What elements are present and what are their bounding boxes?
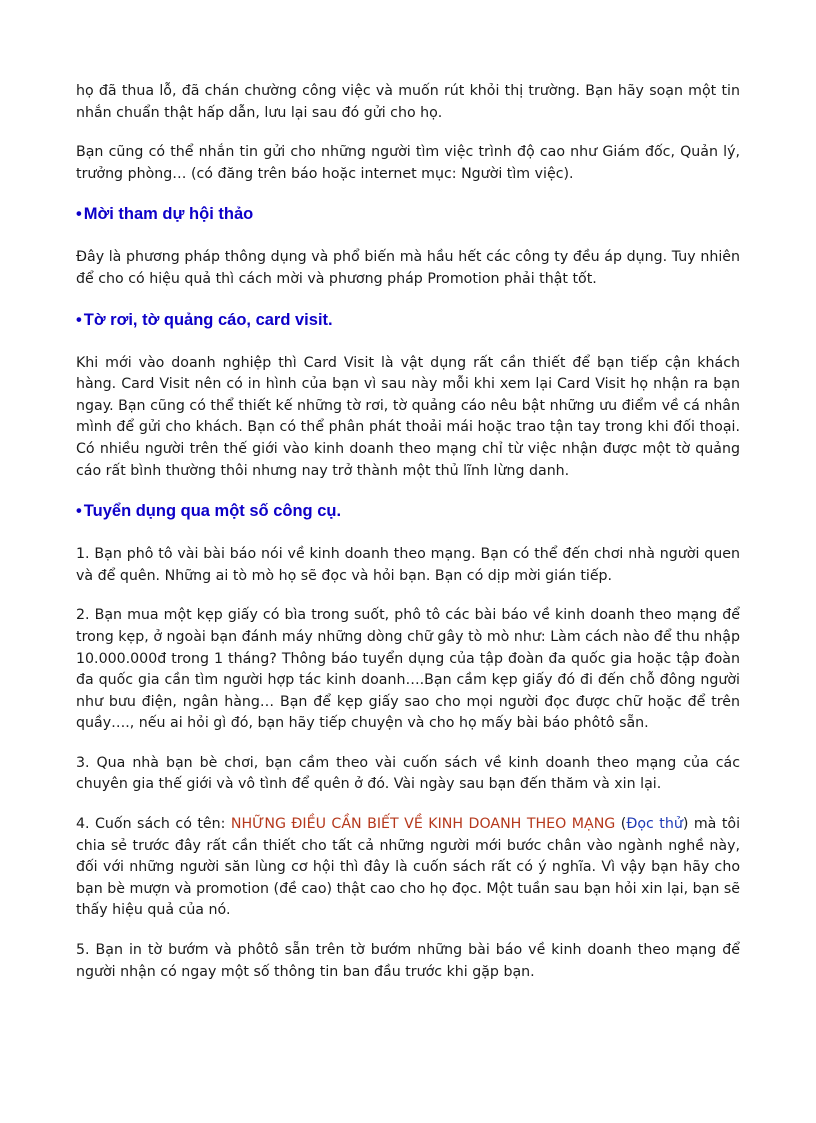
paragraph-intro-2: Bạn cũng có thể nhắn tin gửi cho những người tìm việc trình độ cao như Giám đốc, Quản lý, trưởng phòng… (có đăng trên báo hoặc internet mục: Người tìm việc).	[76, 144, 740, 182]
list-item-3: 3. Qua nhà bạn bè chơi, bạn cầm theo vài cuốn sách về kinh doanh theo mạng của các chuyên gia thế giới và vô tình để quên ở đó. Vài ngày sau bạn đến thăm và xin lại.	[76, 754, 740, 793]
section-heading-seminar	[76, 203, 740, 225]
paragraph-intro-1: họ đã thua lỗ, đã chán chường công việc và muốn rút khỏi thị trường. Bạn hãy soạn một tin nhắn chuẩn thật hấp dẫn, lưu lại sau đó gửi cho họ.	[76, 83, 740, 121]
paragraph-flyers: Khi mới vào doanh nghiệp thì Card Visit là vật dụng rất cần thiết để bạn tiếp cận khách hàng. Card Visit nên có in hình của bạn vì sau này mỗi khi xem lại Card Visit họ nhận ra bạn ngay. Bạn cũng có thể thiết kế những tờ rơi, tờ quảng cáo nêu bật những ưu điểm về cá nhân mình để gửi cho khách. Bạn có thể phân phát thoải mái hoặc trao tận tay trong khi đối thoại. Có nhiều người trên thế giới vào kinh doanh theo mạng chỉ từ việc nhận được một tờ quảng cáo rất bình thường thôi nhưng nay trở thành một thủ lĩnh lừng danh.	[76, 354, 740, 479]
section-heading-flyers	[76, 309, 740, 331]
section-heading-recruiting-tools	[76, 500, 740, 522]
section-title: Tờ rơi, tờ quảng cáo, card visit.	[83, 310, 333, 329]
bullet-icon: •	[76, 310, 82, 329]
list-item-2: 2. Bạn mua một kẹp giấy có bìa trong suốt, phô tô các bài báo về kinh doanh theo mạng để trong kẹp, ở ngoài bạn đánh máy những dòng chữ gây tò mò như: Làm cách nào để thu nhập 10.000.000đ trong 1 tháng? Thông báo tuyển dụng của tập đoàn đa quốc gia hoặc tập đoàn đa quốc gia cần tìm người hợp tác kinh doanh….Bạn cầm kẹp giấy đó đi đến chỗ đông người như bưu điện, ngân hàng… Bạn để kẹp giấy sao cho mọi người đọc được chữ hoặc để trên quầy…., nếu ai hỏi gì đó, bạn hãy tiếp chuyện và cho họ mấy bài báo phôtô sẵn.	[76, 607, 740, 732]
list-item-5: 5. Bạn in tờ bướm và phôtô sẵn trên tờ bướm những bài báo về kinh doanh theo mạng để người nhận có ngay một số thông tin ban đầu trước khi gặp bạn.	[76, 942, 740, 980]
bullet-icon: •	[76, 502, 82, 521]
list-item-4-suffix: ) mà tôi chia sẻ trước đây rất cần thiết cho tất cả những người mới bước chân vào ngành nghề này, đối với những người săn lùng cơ hội thì đây là cuốn sách rất có ý nghĩa. Vì vậy bạn hãy cho bạn bè mượn và promotion (đề cao) thật cao cho họ đọc. Một tuần sau bạn hỏi xin lại, bạn sẽ thấy hiệu quả của nó.	[76, 816, 741, 919]
paragraph-seminar: Đây là phương pháp thông dụng và phổ biến mà hầu hết các công ty đều áp dụng. Tuy nhiên để cho có hiệu quả thì cách mời và phương pháp Promotion phải thật tốt.	[76, 249, 740, 287]
book-title: NHỮNG ĐIỀU CẦN BIẾT VỀ KINH DOANH THEO MẠNG	[230, 816, 616, 833]
section-title: Tuyển dụng qua một số công cụ.	[83, 502, 342, 521]
list-item-4	[76, 814, 740, 922]
read-sample-link[interactable]: Đọc thử	[626, 816, 683, 833]
bullet-icon: •	[76, 205, 82, 224]
list-item-4-prefix: 4. Cuốn sách có tên:	[76, 816, 231, 833]
list-item-1: 1. Bạn phô tô vài bài báo nói về kinh doanh theo mạng. Bạn có thể đến chơi nhà người quen và để quên. Những ai tò mò họ sẽ đọc và hỏi bạn. Bạn có dịp mời gián tiếp.	[76, 546, 740, 584]
open-paren: (	[615, 816, 627, 833]
document-page	[76, 81, 740, 1001]
section-title: Mời tham dự hội thảo	[83, 205, 254, 224]
